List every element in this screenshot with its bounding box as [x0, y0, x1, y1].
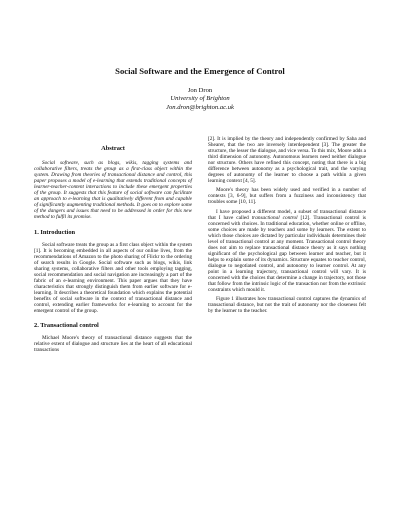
- abstract-text: Social software, such as blogs, wikis, tagging systems and collaborative filters, treats the group as a first-class object within the system. Drawing from theories of transactional distance and control, this paper proposes a model of e-learning that extends traditional concepts of learner-teacher-content interactions to include these emergent properties of the group. It suggests that this feature of social software can facilitate an approach to e-learning that is qualitatively different from and capable of significantly augmenting traditional methods. It goes on to explore some of the dangers and issues that need to be addressed in order for this new method to fulfil its promise.: [34, 160, 192, 221]
- author-block: [0, 87, 400, 112]
- right-paragraph-4: Figure 1 illustrates how transactional control captures the dynamics of transactional distance, but not the trait of autonomy nor the closeness felt by the learner to the teacher.: [208, 296, 366, 315]
- p3-before: I have proposed a different model, a subset of transactional distance that I have called: [208, 208, 366, 221]
- abstract-heading: Abstract: [101, 145, 125, 152]
- author-affiliation: University of Brighton: [170, 95, 230, 103]
- right-paragraph-3: [208, 209, 366, 294]
- author-email: Jon.dron@brighton.ac.uk: [166, 103, 234, 111]
- paper-title: Social Software and the Emergence of Control: [115, 66, 285, 76]
- author-name: Jon Dron: [187, 87, 213, 94]
- section-heading-transactional-control: 2. Transactional control: [34, 322, 99, 330]
- right-paragraph-1: [2]. It is implied by the theory and independently confirmed by Saba and Shearer, that the two are inversely interdependent [3]. The greater the structure, the lesser the dialogue, and vice versa. To this mix, Moore adds a third dimension of autonomy. Autonomous learners need neither dialogue nor structure. Others have refined this concept, noting that there is a big difference between autonomy as a psychological trait, and the varying degrees of autonomy of the learner to choose a path within a given learning context [4, 5].: [208, 136, 367, 185]
- p3-after: [12]. Transactional control is concerned with choices. In traditional education, whether online or offline, some choices are made by teachers and some by learners. The extent to which those choices are dictated by particular individuals determines their level of transactional control at any moment. Transactional control theory does not aim to replace transactional distance theory as it says nothing significant of the psychological gap between learner and teacher, but it helps to explain some of its dynamics. Structure equates to teacher control, dialogue to negotiated control, and autonomy to learner control. At any point in a learning trajectory, transactional control will vary. It is concerned with the choices that determine a change in trajectory, not those that follow from the intrinsic logic of the transaction nor from the extrinsic constraints which mould it.: [208, 214, 366, 294]
- section-heading-introduction: 1. Introduction: [34, 228, 76, 236]
- left-column: [34, 136, 192, 356]
- p3-term: transactional control: [251, 214, 298, 221]
- intro-paragraph: Social software treats the group as a first class object within the system [1]. It is becoming embedded in all aspects of our online lives, from the recommendations of Amazon to the photo sharing of Flickr to the ordering of search results in Google. Social software such as blogs, wikis, link sharing systems, collaborative filters and other tools employing tagging, social recommendation and social navigation are increasingly a part of the fabric of an e-learning environment. This paper argues that they have characteristics that strongly distinguish them from earlier software for e-learning. It describes a theoretical foundation which explains the potential benefits of social software in the context of transactional distance and control, extending earlier frameworks for e-learning to account for the emergent control of the group.: [34, 241, 192, 315]
- transactional-paragraph: Michael Moore's theory of transactional distance suggests that the relative extent of dialogue and structure lies at the heart of all educational transactions: [34, 335, 192, 354]
- right-paragraph-2: Moore's theory has been widely used and verified in a number of contexts [3, 6-9], but suffers from a fuzziness and inconsistency that troubles some [10, 11].: [208, 187, 366, 206]
- right-column: [208, 136, 366, 317]
